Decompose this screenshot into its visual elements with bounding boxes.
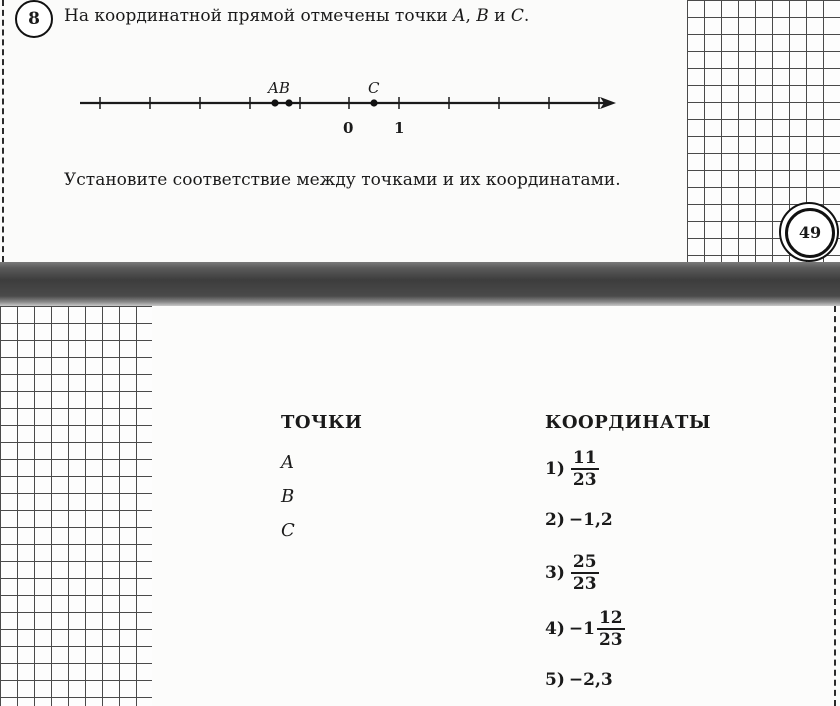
label-one: 1 — [394, 119, 405, 137]
question-conjunction: и — [488, 6, 511, 26]
point-c-name: C — [510, 6, 524, 26]
point-b-name: B — [476, 6, 489, 26]
fraction — [571, 448, 599, 490]
option-value: −2,3 — [568, 670, 613, 690]
option-label: 3) — [545, 563, 565, 583]
point-b-dot — [285, 99, 292, 106]
page-number: 49 — [785, 208, 835, 258]
fraction-numerator: 11 — [572, 448, 597, 468]
label-c: C — [368, 79, 380, 97]
coordinate-option-4 — [545, 608, 625, 650]
points-heading: ТОЧКИ — [281, 412, 363, 433]
grid-paper — [0, 306, 152, 706]
question-end: . — [523, 6, 530, 26]
instruction-text: Установите соответствие между точками и их координатами. — [64, 170, 621, 190]
option-label: 2) — [545, 510, 565, 530]
coordinate-option-1 — [545, 448, 599, 490]
page-number-badge — [779, 202, 839, 262]
page-fold — [0, 262, 840, 306]
question-separator: , — [465, 6, 477, 26]
fraction-denominator: 23 — [572, 574, 597, 594]
point-c-dot — [370, 99, 377, 106]
point-a-name: A — [453, 6, 466, 26]
fraction-denominator: 23 — [598, 630, 623, 650]
coordinates-heading: КООРДИНАТЫ — [545, 412, 711, 433]
cut-line — [834, 306, 836, 706]
fraction-numerator: 25 — [572, 552, 597, 572]
option-label: 4) — [545, 619, 565, 639]
point-item-a: A — [281, 452, 294, 473]
top-page — [0, 0, 840, 262]
question-text-prefix: На координатной прямой отмечены точки — [64, 6, 454, 26]
coordinate-option-2 — [545, 510, 613, 530]
number-line — [76, 76, 626, 146]
fraction-numerator: 12 — [598, 608, 623, 628]
coordinate-option-5 — [545, 670, 613, 690]
point-item-b: B — [281, 486, 295, 507]
fraction — [571, 552, 599, 594]
mixed-number-whole: −1 — [568, 619, 595, 639]
label-ab: AB — [268, 79, 290, 97]
coordinate-option-3 — [545, 552, 599, 594]
cut-line — [2, 0, 4, 262]
point-a-dot — [271, 99, 278, 106]
option-value: −1,2 — [568, 510, 613, 530]
question-text — [64, 6, 529, 26]
fraction — [597, 608, 625, 650]
bottom-page — [0, 306, 840, 706]
fraction-denominator: 23 — [572, 470, 597, 490]
label-zero: 0 — [343, 119, 354, 137]
point-item-c: C — [281, 520, 295, 541]
option-label: 1) — [545, 459, 565, 479]
question-number-badge: 8 — [15, 0, 53, 38]
option-label: 5) — [545, 670, 565, 690]
